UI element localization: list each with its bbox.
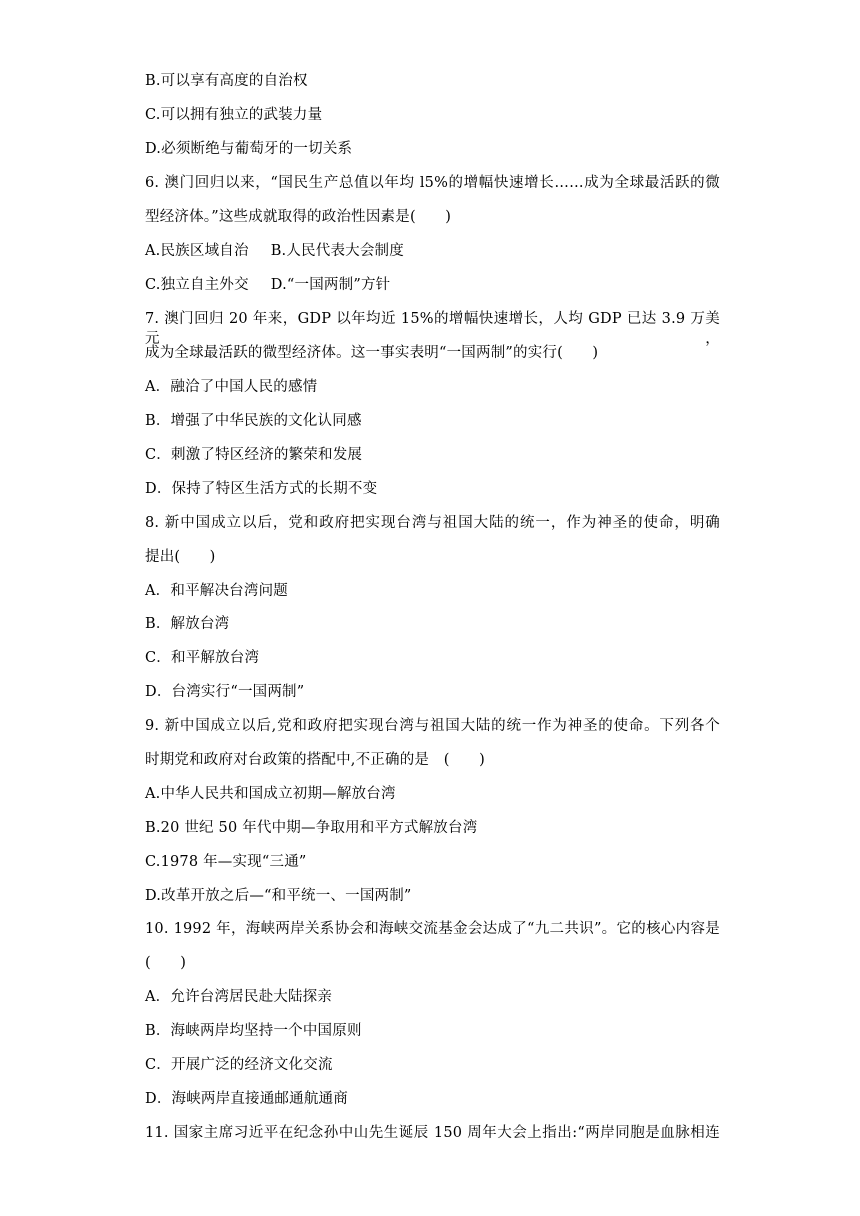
q11-stem-line1: 11. 国家主席习近平在纪念孙中山先生诞辰 150 周年大会上指出:“两岸同胞是血脉相连 xyxy=(145,1125,720,1141)
q8-stem-line1: 8. 新中国成立以后，党和政府把实现台湾与祖国大陆的统一，作为神圣的使命，明确 xyxy=(145,515,720,531)
q7-stem-line2: 成为全球最活跃的微型经济体。这一事实表明“一国两制”的实行( ) xyxy=(145,345,599,361)
q6-stem-line2: 型经济体。”这些成就取得的政治性因素是( ) xyxy=(145,209,452,225)
q7-stem-line1: 7. 澳门回归 20 年来，GDP 以年均近 15%的增幅快速增长，人均 GDP 已达 3.9 万美元， xyxy=(145,311,720,347)
q8-option-c: C．和平解放台湾 xyxy=(145,650,260,666)
q10-stem-line1: 10. 1992 年，海峡两岸关系协会和海峡交流基金会达成了“九二共识”。它的核心内容是 xyxy=(145,921,720,937)
q6-option-b: B.人民代表大会制度 xyxy=(270,243,404,259)
q8-option-b: B．解放台湾 xyxy=(145,616,230,632)
q7-option-c: C．刺激了特区经济的繁荣和发展 xyxy=(145,447,363,463)
q9-option-a: A.中华人民共和国成立初期—解放台湾 xyxy=(145,786,396,802)
q9-option-c: C.1978 年—实现“三通” xyxy=(145,854,307,870)
q6-options-row2 xyxy=(145,275,720,295)
q5-option-d: D.必须断绝与葡萄牙的一切关系 xyxy=(145,141,353,157)
q9-stem-line2: 时期党和政府对台政策的搭配中,不正确的是 ( ) xyxy=(145,752,485,768)
q8-stem-line2: 提出( ) xyxy=(145,549,216,565)
q9-option-d: D.改革开放之后—“和平统一、一国两制” xyxy=(145,888,412,904)
q5-option-c: C.可以拥有独立的武装力量 xyxy=(145,107,323,123)
q10-stem-line2: ( ) xyxy=(145,955,187,971)
q10-option-d: D．海峡两岸直接通邮通航通商 xyxy=(145,1091,348,1107)
q5-option-b: B.可以享有高度的自治权 xyxy=(145,73,308,89)
q10-option-b: B．海峡两岸均坚持一个中国原则 xyxy=(145,1023,362,1039)
q7-option-a: A．融洽了中国人民的感情 xyxy=(145,379,318,395)
q6-option-a: A.民族区域自治 xyxy=(145,243,249,259)
q8-option-a: A．和平解决台湾问题 xyxy=(145,583,288,599)
q6-stem-line1: 6. 澳门回归以来，“国民生产总值以年均 l5%的增幅快速增长……成为全球最活跃的微 xyxy=(145,175,720,191)
q9-stem-line1: 9. 新中国成立以后,党和政府把实现台湾与祖国大陆的统一作为神圣的使命。下列各个 xyxy=(145,718,720,734)
q6-option-d: D.“一国两制”方针 xyxy=(270,277,391,293)
q7-option-b: B．增强了中华民族的文化认同感 xyxy=(145,413,362,429)
q6-options-row1 xyxy=(145,241,720,261)
q10-option-a: A．允许台湾居民赴大陆探亲 xyxy=(145,989,333,1005)
q10-option-c: C．开展广泛的经济文化交流 xyxy=(145,1057,333,1073)
q8-option-d: D．台湾实行“一国两制” xyxy=(145,684,305,700)
q6-option-c: C.独立自主外交 xyxy=(145,277,249,293)
q7-option-d: D．保持了特区生活方式的长期不变 xyxy=(145,481,378,497)
q9-option-b: B.20 世纪 50 年代中期—争取用和平方式解放台湾 xyxy=(145,820,478,836)
